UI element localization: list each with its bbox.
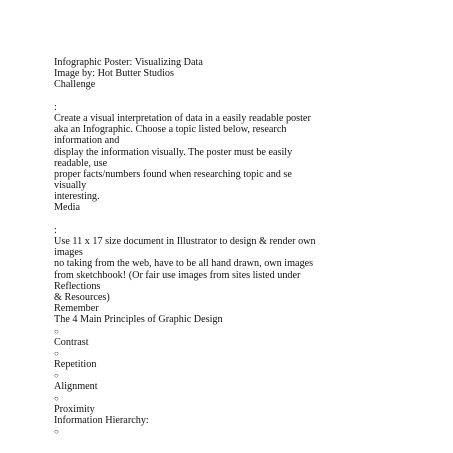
principle-repetition: Repetition [54, 359, 97, 371]
body-text-line: & Resources) [54, 291, 110, 303]
image-credit-line: Image by: Hot Butter Studios [54, 68, 174, 80]
body-text-line: readable, use [54, 157, 108, 169]
body-text-line: interesting. [54, 191, 100, 203]
section-heading-challenge: Challenge [54, 79, 96, 91]
section-heading-media: Media [54, 202, 81, 214]
document-body [54, 57, 406, 437]
body-text-line: no taking from the web, have to be all hand drawn, own images [54, 258, 314, 270]
colon-line: : [54, 224, 57, 236]
section-heading-remember: Remember [54, 303, 99, 315]
bullet-circle-icon: ○ [54, 371, 59, 381]
body-text-line: Use 11 x 17 size document in Illustrator to design & render own [54, 236, 316, 247]
body-text-line: images [54, 247, 83, 259]
body-text-line: Create a visual interpretation of data in a easily readable poster [54, 112, 311, 124]
bullet-circle-icon: ○ [54, 393, 59, 403]
body-text-line: visually [54, 180, 87, 192]
body-text-line: proper facts/numbers found when researching topic and se [54, 168, 292, 180]
bullet-circle-icon: ○ [54, 326, 59, 336]
colon-line: : [54, 101, 57, 113]
blank-line [54, 214, 406, 225]
body-text-line: display the information visually. The poster must be easily [54, 146, 293, 158]
principle-alignment: Alignment [54, 381, 98, 393]
principle-proximity: Proximity [54, 403, 95, 415]
principles-heading: The 4 Main Principles of Graphic Design [54, 314, 223, 326]
principle-contrast: Contrast [54, 336, 89, 348]
bullet-circle-icon: ○ [54, 348, 59, 358]
body-text-line: aka an Infographic. Choose a topic listed below, research [54, 124, 287, 136]
doc-title-line: Infographic Poster: Visualizing Data [54, 57, 203, 68]
info-hierarchy-heading: Information Hierarchy: [54, 415, 149, 426]
blank-line [54, 91, 406, 102]
body-text-line: from sketchbook! (Or fair use images from sites listed under [54, 269, 301, 281]
bullet-circle-icon: ○ [54, 427, 59, 437]
body-text-line: Reflections [54, 280, 101, 292]
body-text-line: information and [54, 135, 120, 147]
